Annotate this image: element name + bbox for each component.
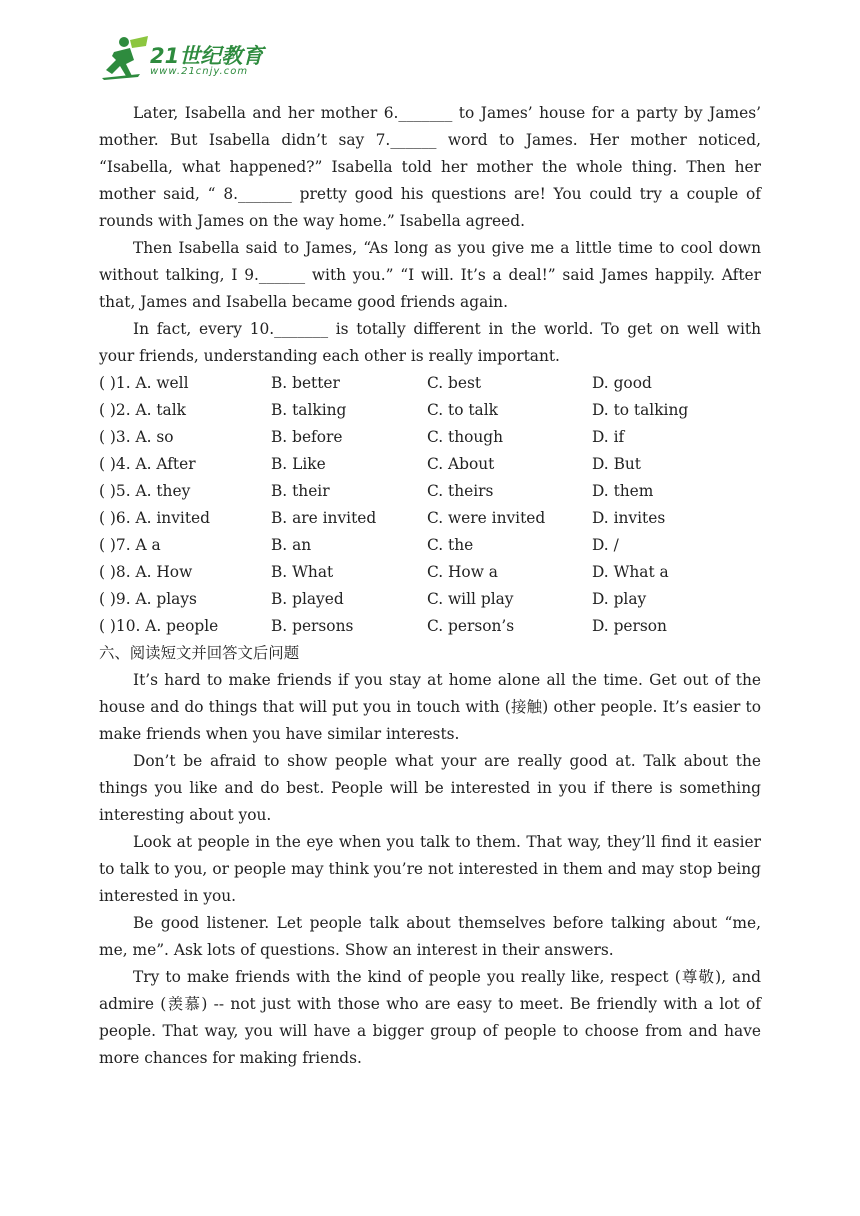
option-b: B. are invited bbox=[271, 509, 377, 527]
option-c: C. About bbox=[427, 455, 495, 473]
question-row bbox=[99, 478, 761, 505]
option-c: C. will play bbox=[427, 590, 514, 608]
logo-url: www.21cnjy.com bbox=[150, 66, 249, 77]
option-c: C. were invited bbox=[427, 509, 546, 527]
question-stem: ( )1. A. well bbox=[99, 374, 189, 392]
question-stem: ( )10. A. people bbox=[99, 617, 219, 635]
question-stem: ( )5. A. they bbox=[99, 482, 191, 500]
option-d: D. if bbox=[592, 428, 625, 446]
option-b: B. talking bbox=[271, 401, 347, 419]
question-row bbox=[99, 586, 761, 613]
passage2-paragraph: Look at people in the eye when you talk to them. That way, they’ll find it easier to talk to you, or people may think you’re not interested in them and may stop being interested in you. bbox=[99, 833, 761, 905]
section-title: 六、阅读短文并回答文后问题 bbox=[99, 644, 300, 662]
option-d: D. invites bbox=[592, 509, 666, 527]
option-d: D. them bbox=[592, 482, 654, 500]
passage1-paragraph: Then Isabella said to James, “As long as you give me a little time to cool down without talking, I 9.______ with you.” “I will. It’s a deal!” said James happily. After that, James and Isabella became good friends again. bbox=[99, 239, 761, 311]
option-c: C. though bbox=[427, 428, 504, 446]
question-row bbox=[99, 397, 761, 424]
option-d: D. But bbox=[592, 455, 641, 473]
question-row bbox=[99, 505, 761, 532]
question-row bbox=[99, 613, 761, 640]
passage1-paragraph: In fact, every 10._______ is totally different in the world. To get on well with your friends, understanding each other is really important. bbox=[99, 320, 761, 365]
question-stem: ( )7. A a bbox=[99, 536, 161, 554]
option-b: B. better bbox=[271, 374, 340, 392]
passage2-paragraph: Be good listener. Let people talk about themselves before talking about “me, me, me”. Ask lots of questions. Show an interest in their answers. bbox=[99, 914, 761, 959]
option-b: B. an bbox=[271, 536, 312, 554]
option-d: D. What a bbox=[592, 563, 669, 581]
question-stem: ( )3. A. so bbox=[99, 428, 174, 446]
option-c: C. to talk bbox=[427, 401, 498, 419]
option-b: B. played bbox=[271, 590, 344, 608]
option-c: C. best bbox=[427, 374, 482, 392]
question-stem: ( )4. A. After bbox=[99, 455, 196, 473]
option-c: C. theirs bbox=[427, 482, 494, 500]
option-c: C. person’s bbox=[427, 617, 515, 635]
option-c: C. the bbox=[427, 536, 474, 554]
option-d: D. play bbox=[592, 590, 647, 608]
option-b: B. their bbox=[271, 482, 330, 500]
logo-brand: 21世纪教育 bbox=[150, 44, 264, 68]
option-c: C. How a bbox=[427, 563, 498, 581]
option-d: D. to talking bbox=[592, 401, 689, 419]
runner-logo-icon bbox=[100, 34, 152, 80]
option-d: D. / bbox=[592, 536, 619, 554]
question-stem: ( )8. A. How bbox=[99, 563, 193, 581]
question-stem: ( )6. A. invited bbox=[99, 509, 210, 527]
option-b: B. Like bbox=[271, 455, 326, 473]
option-d: D. person bbox=[592, 617, 667, 635]
passage2-paragraph: It’s hard to make friends if you stay at home alone all the time. Get out of the house and do things that will put you in touch with (接触) other people. It’s easier to make friends when you have similar interests. bbox=[99, 671, 761, 743]
option-d: D. good bbox=[592, 374, 652, 392]
question-stem: ( )2. A. talk bbox=[99, 401, 186, 419]
question-row bbox=[99, 532, 761, 559]
question-row bbox=[99, 451, 761, 478]
passage2-paragraph: Don’t be afraid to show people what your are really good at. Talk about the things you like and do best. People will be interested in you if there is something interesting about you. bbox=[99, 752, 761, 824]
option-b: B. before bbox=[271, 428, 343, 446]
document-body bbox=[99, 100, 761, 1072]
question-row bbox=[99, 370, 761, 397]
question-row bbox=[99, 424, 761, 451]
passage1-paragraph: Later, Isabella and her mother 6._______ to James’ house for a party by James’ mother. But Isabella didn’t say 7.______ word to James. Her mother noticed, “Isabella, what happened?” Isabella told her mother the whole thing. Then her mother said, “ 8._______ pretty good his questions are! You could try a couple of rounds with James on the way home.” Isabella agreed. bbox=[99, 104, 761, 230]
question-stem: ( )9. A. plays bbox=[99, 590, 197, 608]
option-b: B. persons bbox=[271, 617, 354, 635]
option-b: B. What bbox=[271, 563, 334, 581]
passage2-paragraph: Try to make friends with the kind of people you really like, respect (尊敬), and admire (羡慕) -- not just with those who are easy to meet. Be friendly with a lot of people. That way, you will have a bigger group of people to choose from and have more chances for making friends. bbox=[99, 968, 761, 1067]
question-list bbox=[99, 370, 761, 640]
question-row bbox=[99, 559, 761, 586]
